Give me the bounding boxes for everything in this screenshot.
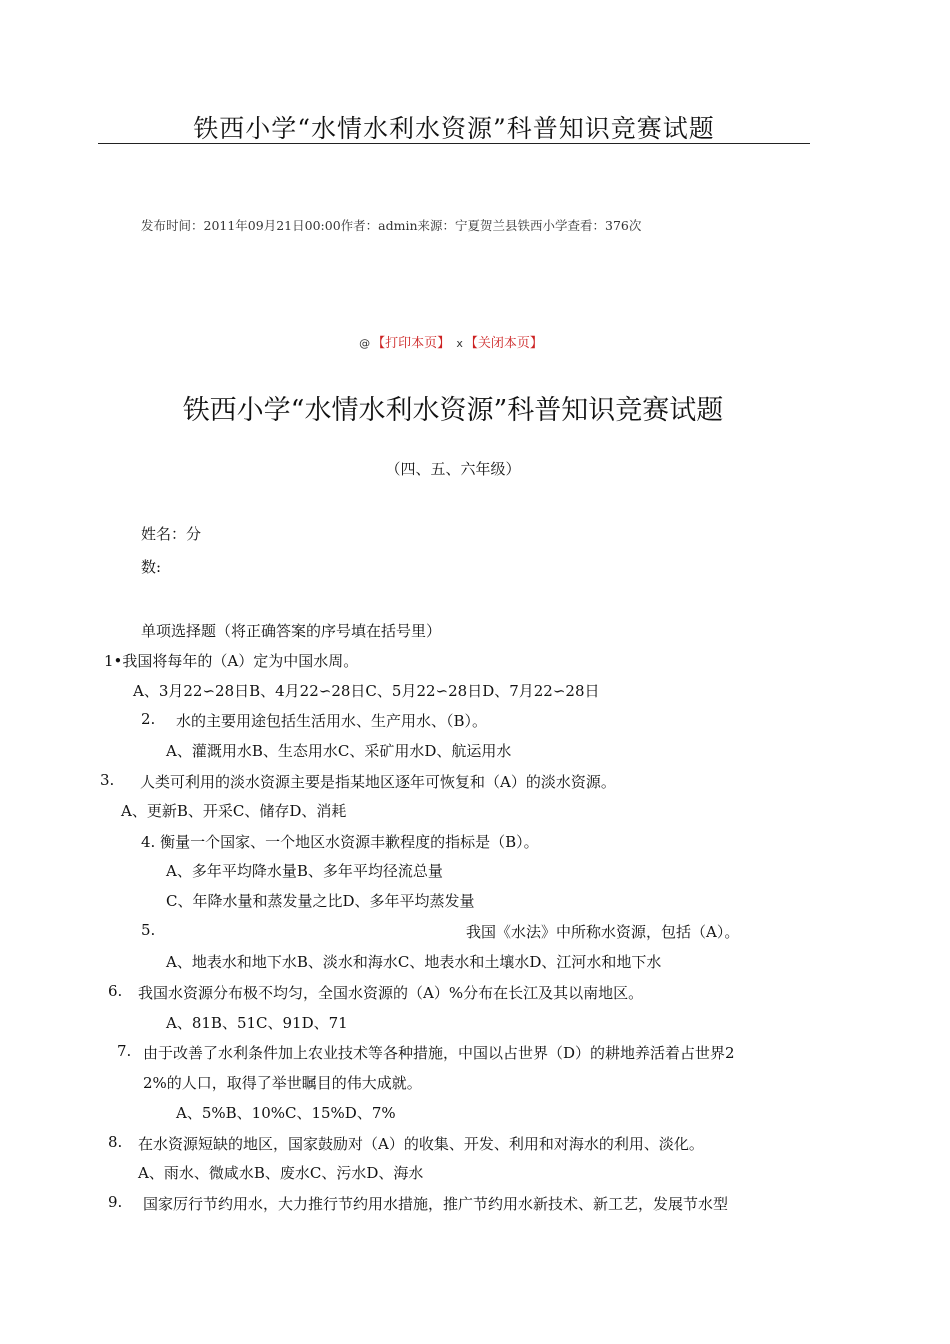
score-label: 数: [141,558,162,576]
question-7-number: 7. [117,1042,132,1060]
question-9-number: 9. [108,1193,123,1211]
question-2-options: A、灌溉用水B、生态用水C、采矿用水D、航运用水 [166,742,512,760]
close-icon: x [456,337,463,350]
question-6-number: 6. [108,982,123,1000]
question-5-number: 5. [141,921,156,939]
question-3: 人类可利用的淡水资源主要是指某地区逐年可恢复和（A）的淡水资源。 [140,773,616,791]
question-4-options-line2: C、年降水量和蒸发量之比D、多年平均蒸发量 [166,892,475,910]
question-6: 我国水资源分布极不均匀，全国水资源的（A）%分布在长江及其以南地区。 [138,984,644,1002]
question-4: 4. 衡量一个国家、一个地区水资源丰歉程度的指标是（B）。 [141,833,539,851]
question-6-options: A、81B、51C、91D、71 [166,1014,348,1032]
close-page-link[interactable]: 【关闭本页】 [464,336,543,351]
question-3-options: A、更新B、开采C、储存D、消耗 [121,802,347,820]
question-7-options: A、5%B、10%C、15%D、7% [176,1104,396,1122]
header-divider [98,143,810,144]
question-1-options: A、3月22∽28日B、4月22∽28日C、5月22∽28日D、7月22∽28日 [133,682,600,700]
section-heading: 单项选择题（将正确答案的序号填在括号里） [141,622,442,640]
exam-grade: （四、五、六年级） [385,460,521,478]
question-2: 水的主要用途包括生活用水、生产用水、（B）。 [176,712,488,730]
question-1: 1•我国将每年的（A）定为中国水周。 [104,652,359,670]
print-icon: @ [359,337,371,350]
exam-title: 铁西小学“水情水利水资源”科普知识竞赛试题 [182,395,724,426]
question-5-options: A、地表水和地下水B、淡水和海水C、地表水和土壤水D、江河水和地下水 [166,953,662,971]
question-7-line2: 2%的人口，取得了举世瞩目的伟大成就。 [143,1074,422,1092]
question-2-number: 2. [141,710,156,728]
document-header-title: 铁西小学“水情水利水资源”科普知识竞赛试题 [193,114,715,143]
question-5: 我国《水法》中所称水资源，包括（A）。 [466,923,740,941]
question-3-number: 3. [100,771,115,789]
question-7-line1: 由于改善了水利条件加上农业技术等各种措施，中国以占世界（D）的耕地养活着占世界2 [143,1044,735,1062]
page-actions [0,332,900,351]
publish-meta: 发布时间：2011年09月21日00:00作者：admin来源：宁夏贺兰县铁西小学查看：376次 [141,218,642,233]
question-8: 在水资源短缺的地区，国家鼓励对（A）的收集、开发、利用和对海水的利用、淡化。 [138,1135,704,1153]
question-8-options: A、雨水、微咸水B、废水C、污水D、海水 [138,1164,424,1182]
question-9: 国家厉行节约用水，大力推行节约用水措施，推广节约用水新技术、新工艺，发展节水型 [143,1195,729,1213]
question-4-options-line1: A、多年平均降水量B、多年平均径流总量 [166,862,443,880]
name-label: 姓名：分 [141,525,202,543]
print-page-link[interactable]: 【打印本页】 [372,336,451,351]
question-8-number: 8. [108,1133,123,1151]
